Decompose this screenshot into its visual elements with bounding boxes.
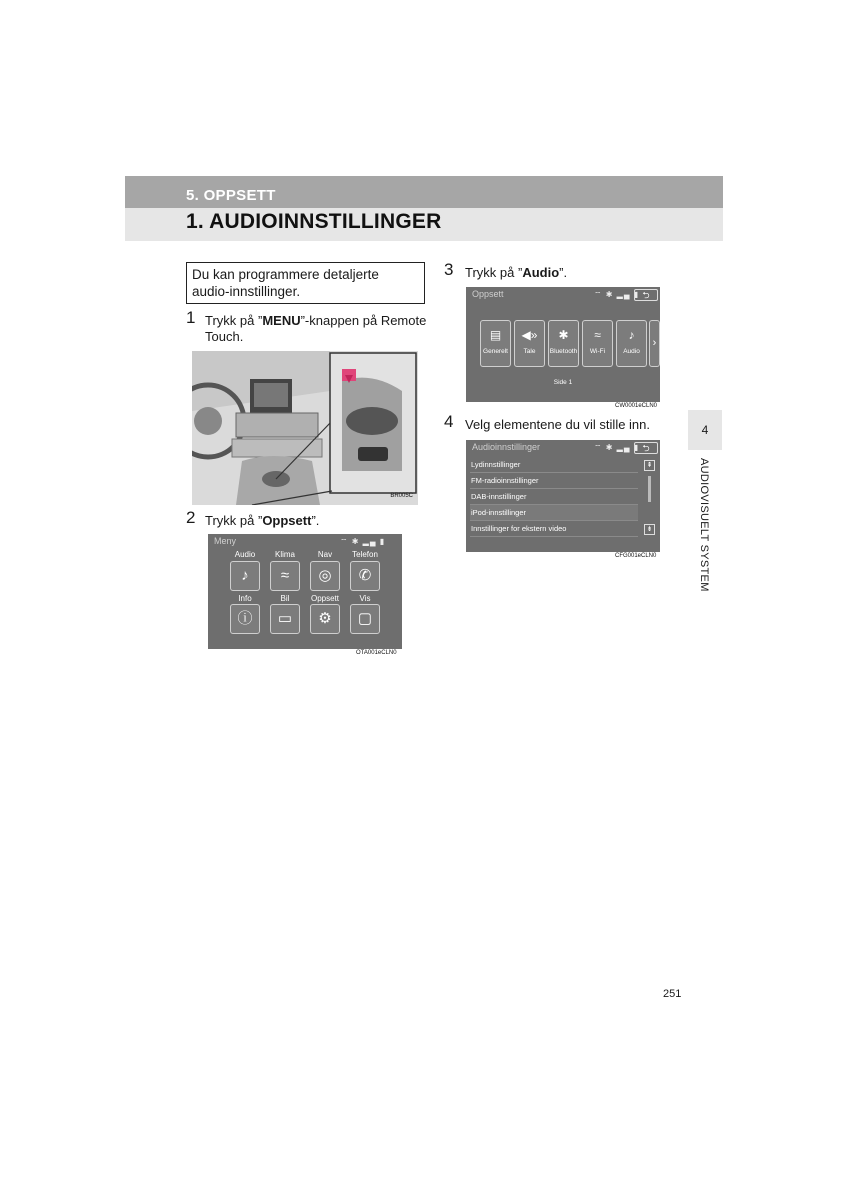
status-icons: ⌔ ✱ ▂▄ ▮: [594, 443, 640, 452]
status-icons: ⌔ ✱ ▂▄ ▮: [594, 290, 640, 299]
setup-tile-wifi[interactable]: ≈ Wi-Fi: [582, 320, 613, 367]
page-indicator: Side 1: [553, 379, 573, 386]
screen-code: OTA001eCLN0: [356, 650, 397, 656]
setup-tile-audio[interactable]: ♪ Audio: [616, 320, 647, 367]
step-text: Trykk på ”MENU”-knappen på Remote Touch.: [205, 313, 427, 344]
figure-code: BR005C: [390, 493, 413, 499]
menu-label-bil: Bil: [280, 594, 290, 603]
audio-icon[interactable]: ♪: [230, 561, 260, 591]
menu-label-info: Info: [238, 594, 252, 603]
setup-tile-tale[interactable]: ◀» Tale: [514, 320, 545, 367]
scroll-down-button[interactable]: ⇟: [644, 524, 655, 535]
car-icon[interactable]: ▭: [270, 604, 300, 634]
climate-icon[interactable]: ≈: [270, 561, 300, 591]
step-number: 1: [186, 308, 196, 327]
step-text: Trykk på ”Oppsett”.: [205, 513, 320, 528]
scrollbar[interactable]: [648, 476, 651, 502]
menu-label-oppsett: Oppsett: [310, 594, 339, 603]
screen-title: Meny: [214, 536, 237, 546]
step-text: Velg elementene du vil stille inn.: [465, 417, 651, 432]
list-item[interactable]: FM-radioinnstillinger: [470, 473, 638, 489]
page-number: 251: [663, 988, 682, 1000]
setup-tile-generelt[interactable]: ▤ Generelt: [480, 320, 511, 367]
list-item[interactable]: Innstillinger for ekstern video: [470, 521, 638, 537]
scroll-up-button[interactable]: ⇞: [644, 460, 655, 471]
menu-label-audio: Audio: [234, 550, 256, 559]
next-page-arrow[interactable]: ›: [649, 320, 660, 367]
back-button[interactable]: ⮌: [634, 442, 658, 454]
voice-icon: ◀»: [521, 328, 538, 342]
section-heading: 5. OPPSETT: [186, 187, 276, 204]
bluetooth-icon: ✱: [558, 328, 569, 342]
chapter-tab: 4: [688, 410, 722, 450]
step-text: Trykk på ”Audio”.: [465, 265, 568, 280]
wifi-icon: ≈: [594, 328, 601, 342]
intro-box: Du kan programmere detaljerte audio-innstillinger.: [186, 262, 425, 304]
chapter-label: AUDIOVISUELT SYSTEM: [698, 458, 710, 592]
setup-icon[interactable]: ⚙: [310, 604, 340, 634]
menu-label-klima: Klima: [274, 550, 295, 559]
menu-label-vis: Vis: [359, 594, 371, 603]
screen-title: Audioinnstillinger: [472, 442, 541, 452]
menu-label-nav: Nav: [317, 550, 333, 559]
menu-label-telefon: Telefon: [352, 550, 378, 559]
screen-code: CFG001eCLN0: [615, 553, 657, 559]
list-item[interactable]: Lydinnstillinger: [470, 457, 638, 473]
display-icon[interactable]: ▢: [350, 604, 380, 634]
audio-settings-screen: [466, 440, 660, 552]
step-number: 3: [444, 260, 454, 279]
setup-screen: [466, 287, 660, 402]
list-item[interactable]: DAB-innstillinger: [470, 489, 638, 505]
status-icons: ⌔ ✱ ▂▄ ▮: [340, 537, 386, 546]
nav-icon[interactable]: ◎: [310, 561, 340, 591]
remote-touch-figure: [192, 351, 418, 505]
phone-icon[interactable]: ✆: [350, 561, 380, 591]
screen-title: Oppsett: [472, 289, 504, 299]
back-button[interactable]: ⮌: [634, 289, 658, 301]
audio-icon: ♪: [628, 328, 635, 342]
step-number: 2: [186, 508, 196, 527]
page-title: 1. AUDIOINNSTILLINGER: [186, 210, 442, 233]
setup-tile-bluetooth[interactable]: ✱ Bluetooth: [548, 320, 579, 367]
menu-screen: [208, 534, 402, 649]
general-icon: ▤: [489, 328, 502, 342]
step-number: 4: [444, 412, 454, 431]
screen-code: CW0001eCLN0: [615, 403, 658, 409]
info-icon[interactable]: ⓘ: [230, 604, 260, 634]
list-item[interactable]: iPod-innstillinger: [470, 505, 638, 521]
